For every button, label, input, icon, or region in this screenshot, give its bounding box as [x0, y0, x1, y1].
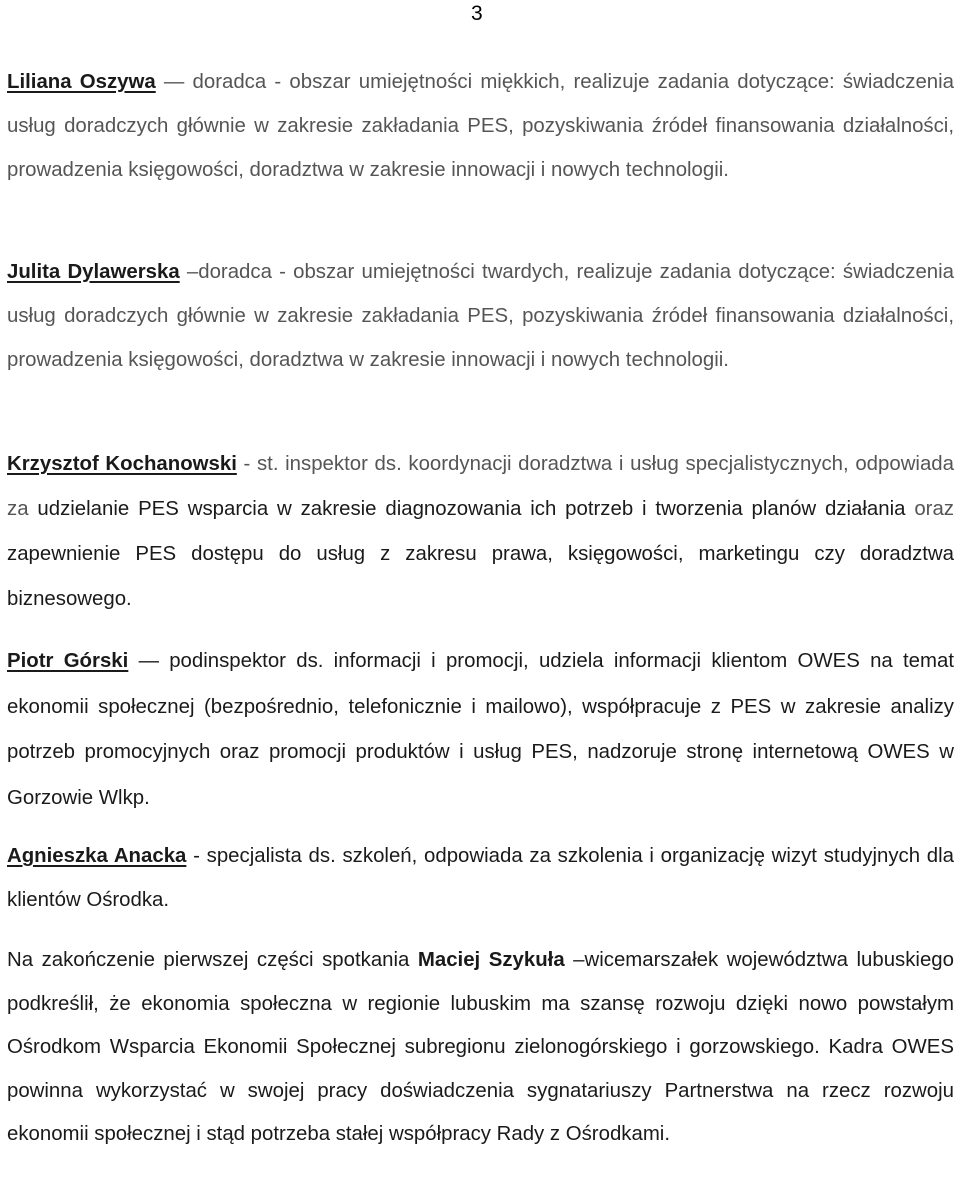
paragraph-text: oraz	[914, 498, 954, 520]
person-name-piotr-gorski: Piotr Górski	[7, 650, 129, 672]
paragraph-liliana-oszywa	[7, 60, 954, 192]
paragraph-text: zapewnienie PES dostępu do usług z zakresu prawa, księgowości, marketingu czy doradztwa biznesowego.	[7, 543, 954, 610]
paragraph-krzysztof-kochanowski	[7, 442, 954, 622]
person-name-agnieszka-anacka: Agnieszka Anacka	[7, 845, 187, 867]
person-name-liliana-oszywa: Liliana Oszywa	[7, 71, 156, 93]
person-name-krzysztof-kochanowski: Krzysztof Kochanowski	[7, 453, 237, 475]
paragraph-text: — doradca - obszar umiejętności miękkich, realizuje zadania dotyczące: świadczenia usług doradczych głównie w zakresie zakładania PES, pozyskiwania źródeł finansowania działalności, prowadzenia księgowości, doradztwa w zakresie innowacji i nowych technologii.	[7, 71, 954, 181]
paragraph-piotr-gorski	[7, 639, 954, 821]
person-name-maciej-szykula: Maciej Szykuła	[417, 949, 565, 971]
paragraph-closing-remarks	[7, 939, 954, 1157]
paragraph-text: - st. inspektor ds. koordynacji doradztwa i usług specjalistycznych, odpowiada za	[7, 453, 954, 520]
paragraph-text: - specjalista ds. szkoleń, odpowiada za szkolenia i organizację wizyt studyjnych dla klientów Ośrodka.	[7, 845, 954, 911]
paragraph-text: udzielanie PES wsparcia w zakresie diagnozowania ich potrzeb i tworzenia planów działania	[37, 498, 915, 520]
person-name-julita-dylawerska: Julita Dylawerska	[7, 261, 180, 283]
paragraph-agnieszka-anacka	[7, 834, 954, 922]
paragraph-text: — podinspektor ds. informacji i promocji, udziela informacji klientom OWES na temat ekonomii społecznej (bezpośrednio, telefonicznie i mailowo), współpracuje z PES w zakresie analizy potrzeb promocyjnych oraz promocji produktów i usług PES, nadzoruje stronę internetową OWES w Gorzowie Wlkp.	[7, 650, 954, 809]
paragraph-text: Na zakończenie pierwszej części spotkania	[7, 949, 418, 971]
paragraph-text: –doradca - obszar umiejętności twardych, realizuje zadania dotyczące: świadczenia usług doradczych głównie w zakresie zakładania PES, pozyskiwania źródeł finansowania działalności, prowadzenia księgowości, doradztwa w zakresie innowacji i nowych technologii.	[7, 261, 954, 371]
page-number: 3	[471, 2, 483, 25]
paragraph-julita-dylawerska	[7, 250, 954, 382]
paragraph-text: –wicemarszałek województwa lubuskiego podkreślił, że ekonomia społeczna w regionie lubuskim ma szansę rozwoju dzięki nowo powstałym Ośrodkom Wsparcia Ekonomii Społecznej subregionu zielonogórskiego i gorzowskiego. Kadra OWES powinna wykorzystać w swojej pracy doświadczenia sygnatariuszy Partnerstwa na rzecz rozwoju ekonomii społecznej i stąd potrzeba stałej współpracy Rady z Ośrodkami.	[7, 949, 954, 1145]
